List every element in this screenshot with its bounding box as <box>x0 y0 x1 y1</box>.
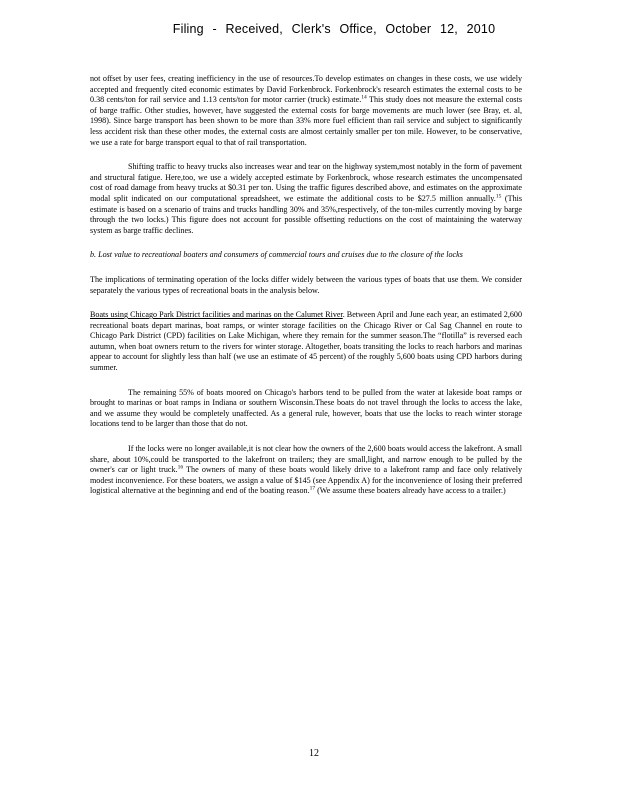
footnote-ref: 17 <box>309 485 316 492</box>
paragraph-locks-unavailable: If the locks were no longer available,it is not clear how the owners of the 2,600 boats would access the lakefront. A small share, about 10%,could be transported to the lakefront on trailers; they are small,light, and narrow enough to be pulled by the owner's car or light truck.$^{16}$ The owners of many of these boats would likely drive to a lakefront ramp and face only relatively modest inconvenience. For these boaters, we assign a value of $145 (see Appendix A) for the inconvenience of losing their preferred logistical alternative at the beginning and end of the boating reason.$^{17}$ (We assume these boaters already have access to a trailer.) <box>90 444 522 496</box>
footnote-ref: 14 <box>361 94 367 101</box>
paragraph-remaining-boats: The remaining 55% of boats moored on Chicago's harbors tend to be pulled from the water at lakeside boat ramps or brought to marinas or boat ramps in Indiana or southern Wisconsin.These boats do not travel through the locks to access the lake, and we assume they would be completely unaffected. As a general rule, however, boats that use the locks to reach winter storage locations tend to be larger than those that do not. <box>90 387 522 429</box>
underlined-subheading: Boats using Chicago Park District facilities and marinas on the Calumet River <box>90 310 343 320</box>
page-number: 12 <box>309 748 319 759</box>
filing-stamp-header: Filing - Received, Clerk's Office, October 12, 2010 <box>172 22 496 36</box>
document-body <box>90 74 522 497</box>
paragraph-cpd-boats: Boats using Chicago Park District facilities and marinas on the Calumet River. Between April and June each year, an estimated 2,600 recreational boats depart marinas, boat ramps, or winter storage facilities on the Chicago River or Cal Sag Channel en route to Chicago Park District (CPD) facilities on Lake Michigan, where they remain for the summer season.The “flotilla” is reversed each autumn, when boat owners return to the rivers for winter storage. Altogether, boats transiting the locks to reach harbors and marinas appear to account for slightly less than half (we use an estimate of 45 percent) of the roughly 5,600 boats using CPD harbors during summer. <box>90 310 522 373</box>
paragraph-external-costs: not offset by user fees, creating inefficiency in the use of resources.To develop estimates on changes in these costs, we use widely accepted and frequently cited economic estimates by David Forkenbrock. Forkenbrock's research estimates the external costs to be 0.38 cents/ton for rail service and 1.13 cents/ton for motor carrier (truck) estimate.$^{14}$ This study does not measure the external costs of barge traffic. Other studies, however, have suggested the external costs for barge movements are much lower (see Bray, et. al, 1998). Since barge transport has been shown to be more than 33% more fuel efficient than rail service and subject to significantly less accident risk than these other modes, the external costs are almost certainly smaller per ton mile. However, to be conservative, we use a rate for barge transport equal to that of rail transportation. <box>90 74 522 147</box>
footnote-ref: 15 <box>495 193 502 200</box>
section-heading-b: b. Lost value to recreational boaters and consumers of commercial tours and cruises due to the closure of the locks <box>90 250 463 260</box>
footnote-ref: 16 <box>177 464 184 471</box>
paragraph-implications: The implications of terminating operation of the locks differ widely between the various types of boats that use them. We consider separately the various types of recreational boats in the analysis below. <box>90 274 522 295</box>
paragraph-highway-damage: Shifting traffic to heavy trucks also increases wear and tear on the highway system,most notably in the form of pavement and structural fatigue. Here,too, we use a widely accepted estimate by Forkenbrock, whose research estimates the uncompensated cost of road damage from heavy trucks at $0.31 per ton. Using the traffic figures described above, and estimates on the approximate modal split indicated on our computational spreadsheet, we estimate the additional costs to be $27.5 million annually.$^{15}$ (This estimate is based on a scenario of trains and trucks handling 30% and 35%,respectively, of the ton-miles currently moving by barge through the two locks.) This figure does not account for possible offsetting reductions on the cost of maintaining the waterway system as barge traffic declines. <box>90 162 523 235</box>
